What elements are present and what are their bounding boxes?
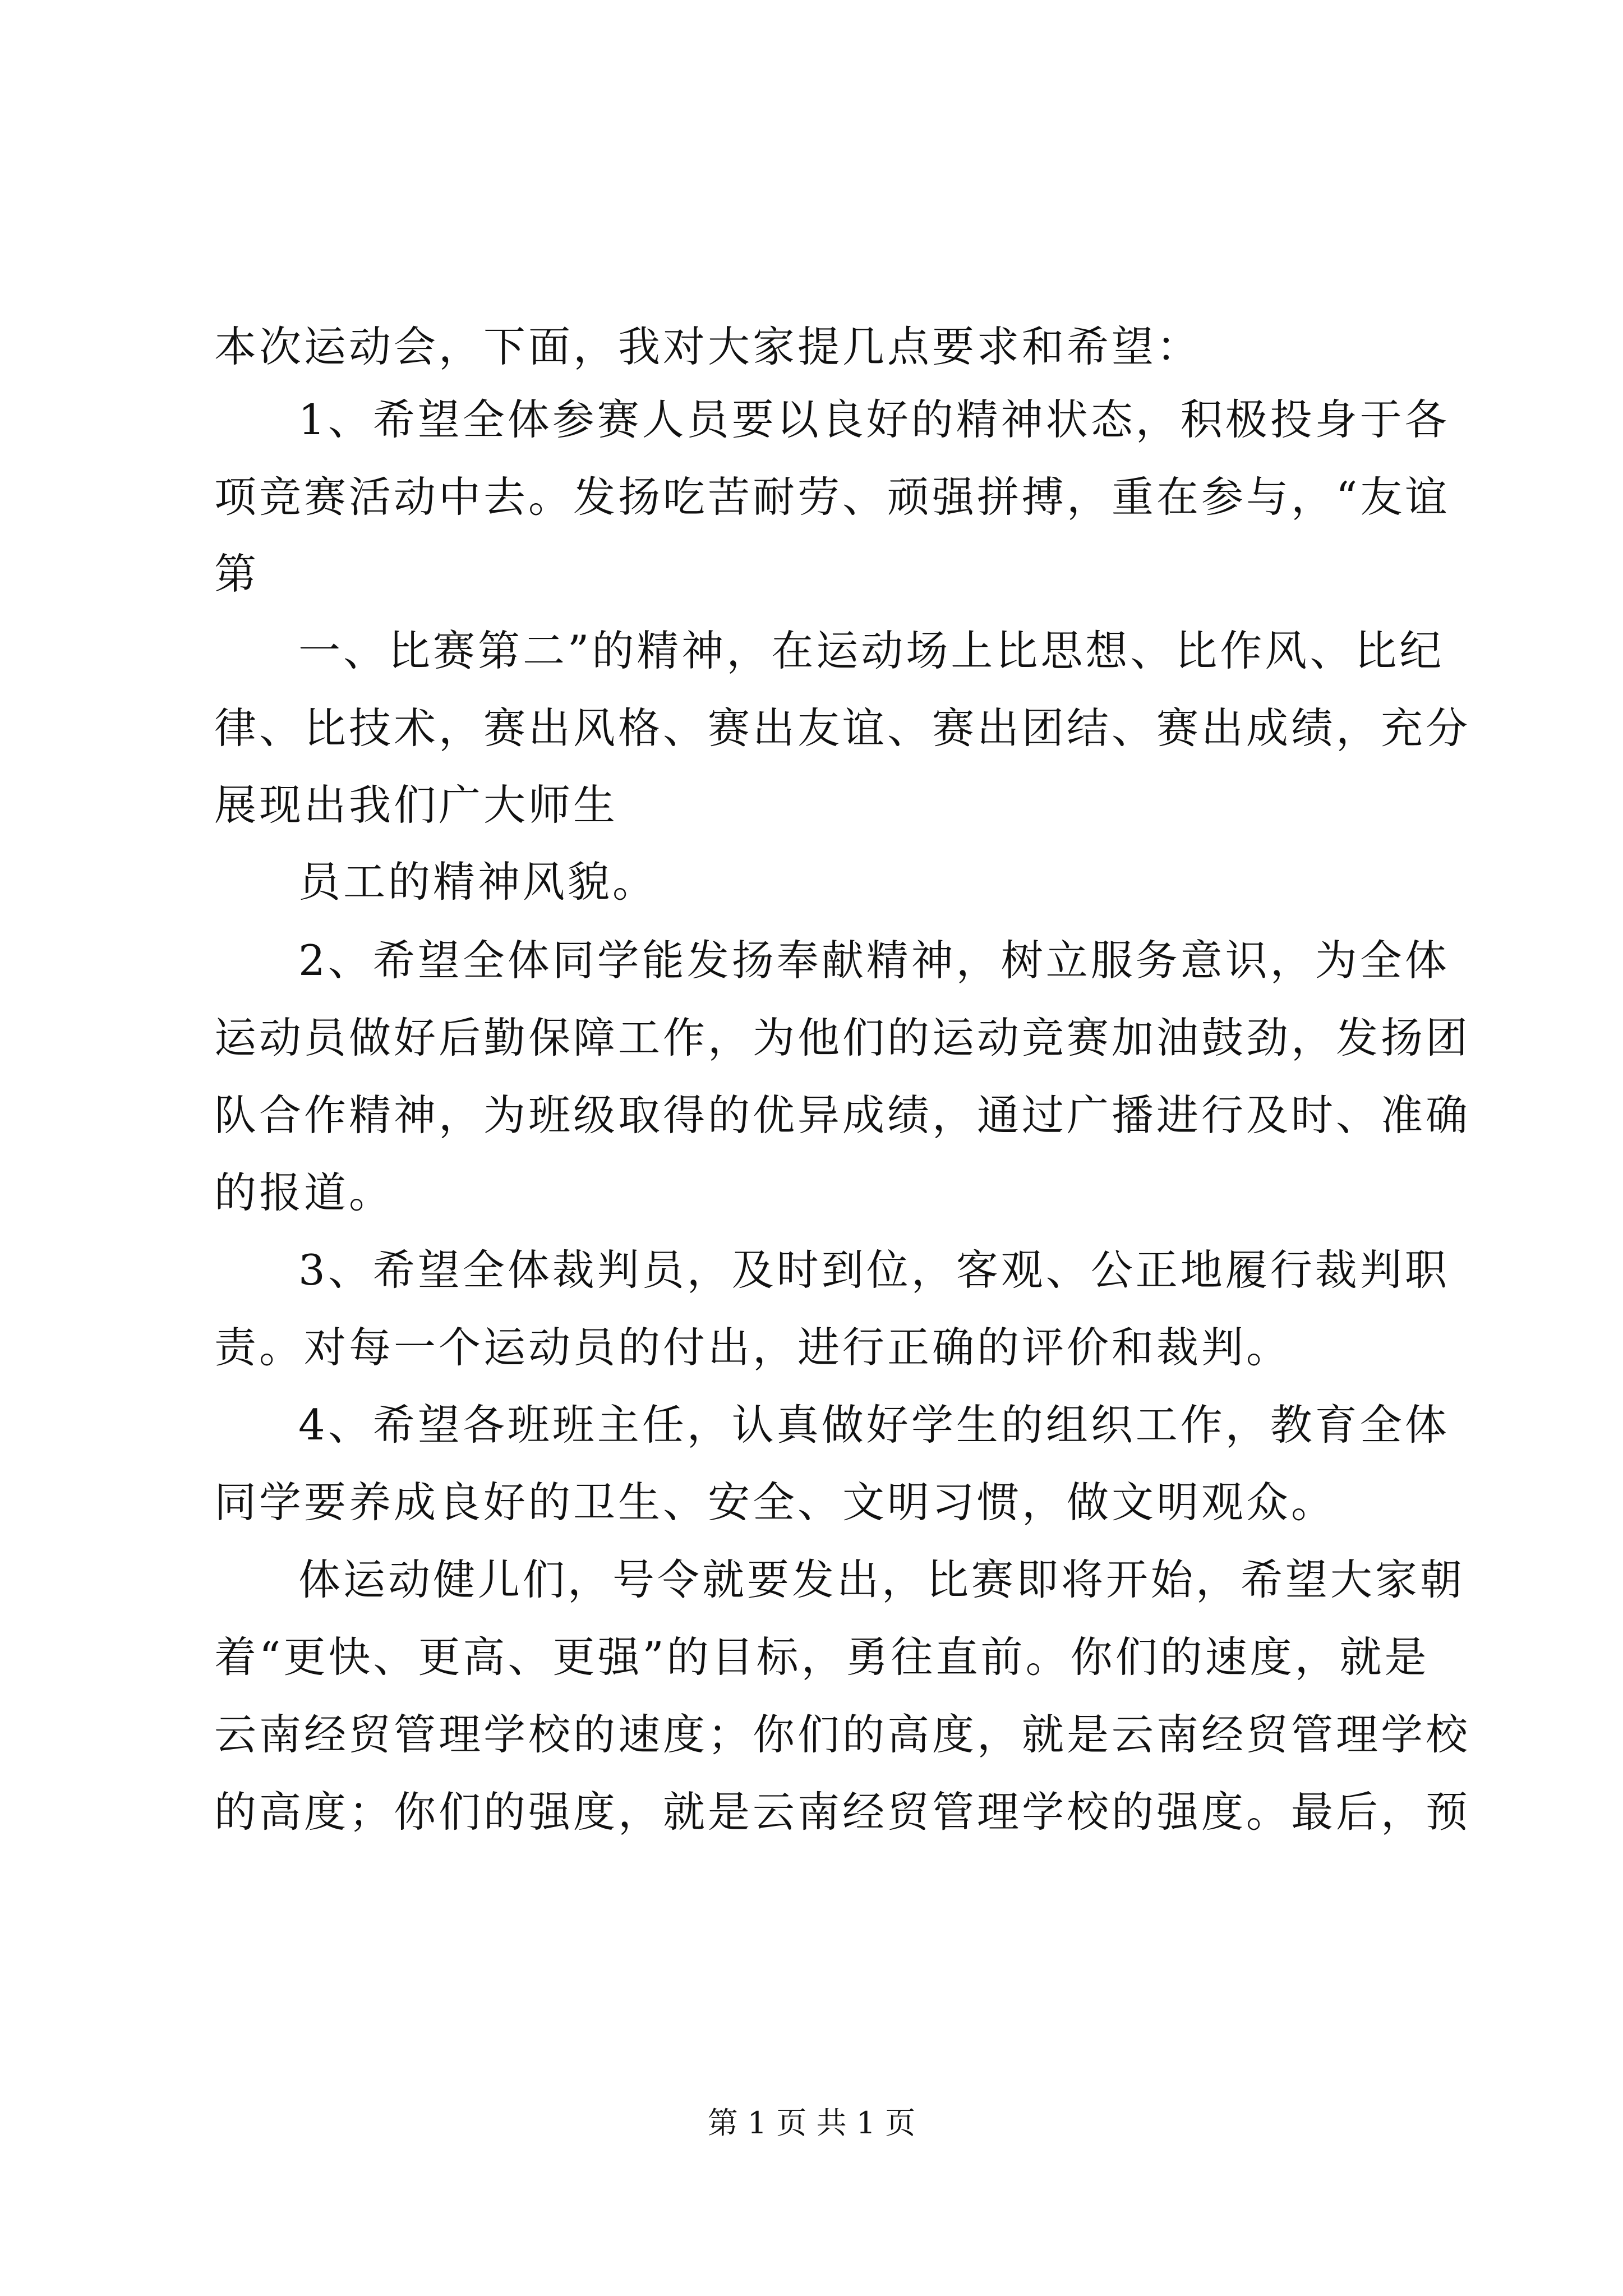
text-line: 展现出我们广大师生 xyxy=(214,780,619,830)
text-line: 运动员做好后勤保障工作，为他们的运动竞赛加油鼓劲，发扬团 xyxy=(214,1013,1471,1062)
text-line: 4、希望各班班主任，认真做好学生的组织工作，教育全体 xyxy=(298,1400,1450,1450)
text-line: 的报道。 xyxy=(214,1168,394,1217)
text-line: 责。对每一个运动员的付出，进行正确的评价和裁判。 xyxy=(214,1323,1292,1372)
text-line: 第 xyxy=(214,549,260,599)
text-line: 一、比赛第二”的精神，在运动场上比思想、比作风、比纪 xyxy=(298,626,1445,675)
text-line: 3、希望全体裁判员，及时到位，客观、公正地履行裁判职 xyxy=(298,1245,1450,1295)
text-line: 律、比技术，赛出风格、赛出友谊、赛出团结、赛出成绩，充分 xyxy=(214,703,1471,753)
text-line: 体运动健儿们，号令就要发出，比赛即将开始，希望大家朝 xyxy=(298,1555,1465,1604)
text-line: 云南经贸管理学校的速度；你们的高度，就是云南经贸管理学校 xyxy=(214,1710,1471,1759)
text-line: 1、希望全体参赛人员要以良好的精神状态，积极投身于各 xyxy=(298,395,1450,444)
text-line: 员工的精神风貌。 xyxy=(298,857,658,907)
text-line: 同学要养成良好的卫生、安全、文明习惯，做文明观众。 xyxy=(214,1478,1336,1527)
text-line: 项竞赛活动中去。发扬吃苦耐劳、顽强拼搏，重在参与，“友谊 xyxy=(214,472,1450,522)
text-line: 2、希望全体同学能发扬奉献精神，树立服务意识，为全体 xyxy=(298,936,1450,985)
text-line: 本次运动会，下面，我对大家提几点要求和希望： xyxy=(214,322,1202,371)
text-line: 队合作精神，为班级取得的优异成绩，通过广播进行及时、准确 xyxy=(214,1091,1471,1140)
text-line: 的高度；你们的强度，就是云南经贸管理学校的强度。最后，预 xyxy=(214,1787,1471,1837)
text-line: 着“更快、更高、更强”的目标，勇往直前。你们的速度，就是 xyxy=(214,1632,1430,1682)
page-number: 第 1 页 共 1 页 xyxy=(707,2105,916,2141)
